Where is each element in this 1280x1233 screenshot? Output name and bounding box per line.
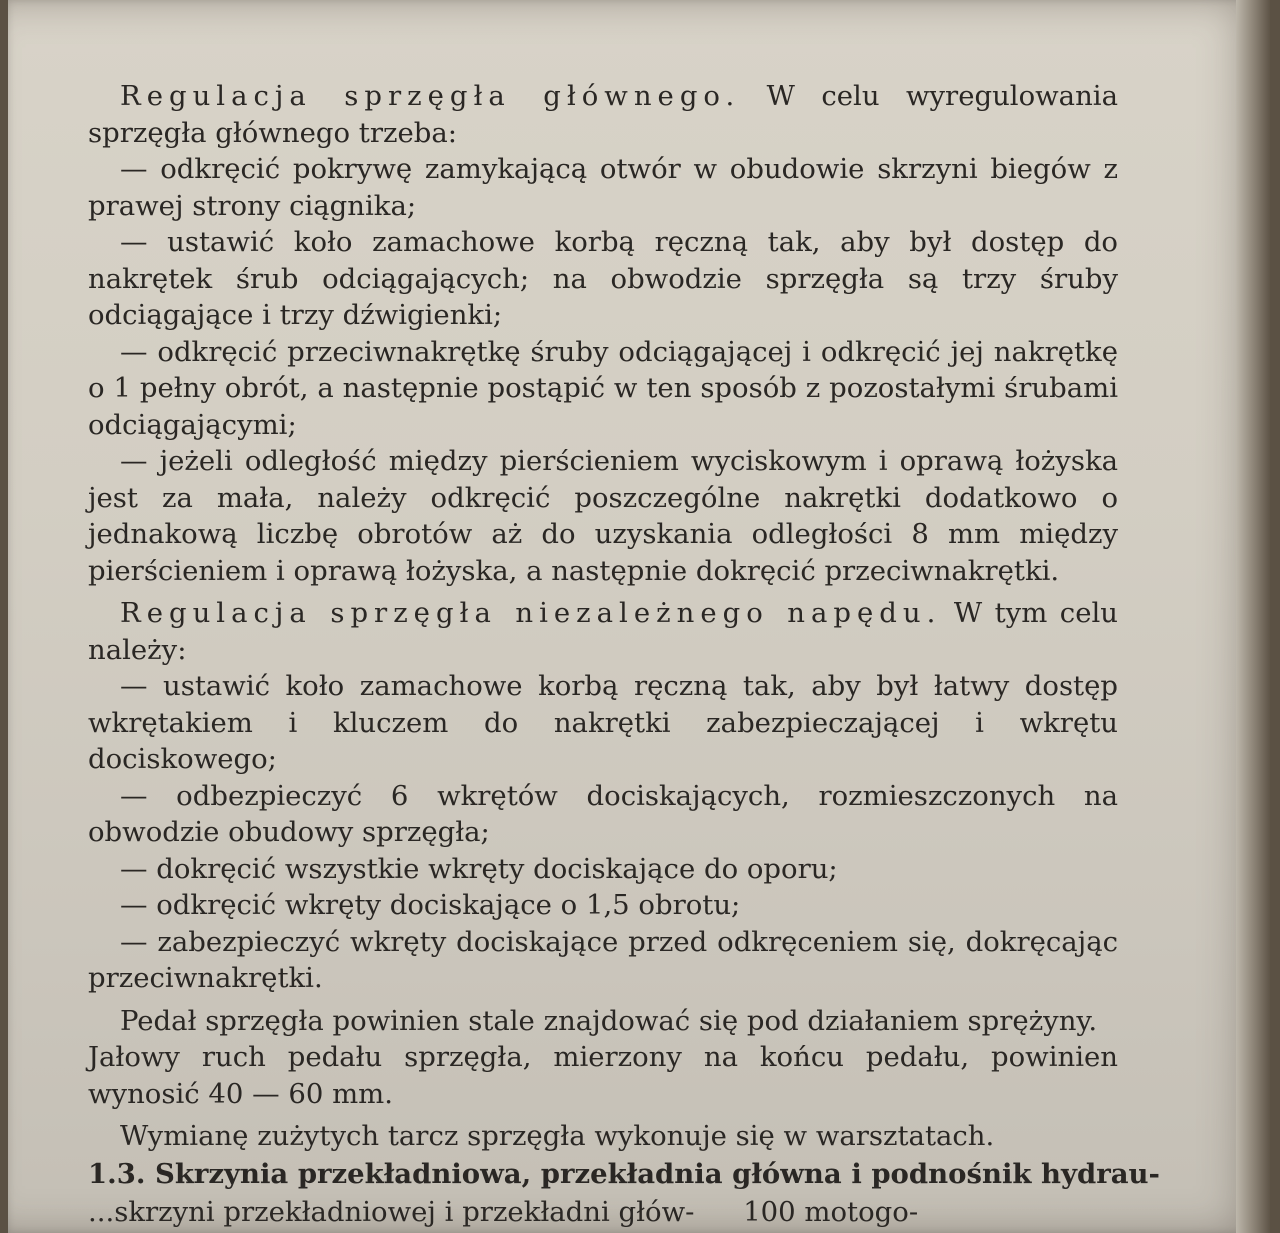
section-1-intro: [88, 78, 1118, 151]
section-2-step-1: — ustawić koło zamachowe korbą ręczną tak, aby był łatwy dostęp wkrętakiem i kluczem do nakrętki zabezpieczającej i wkrętu dociskowego;: [88, 670, 1118, 775]
section-2-heading: Regulacja sprzęgła niezależnego napędu.: [120, 597, 942, 629]
book-page: [8, 0, 1270, 1233]
section-2-step-4: — odkręcić wkręty dociskające o 1,5 obrotu;: [120, 889, 741, 921]
section-2-intro-text: W tym celu należy:: [88, 597, 1118, 666]
paragraph-pedal-spring: Pedał sprzęgła powinien stale znajdować się pod działaniem sprężyny.: [120, 1004, 1098, 1037]
page-text: [88, 78, 1118, 1155]
section-1-step-2: — ustawić koło zamachowe korbą ręczną tak, aby był dostęp do nakrętek śrub odciągających; na obwodzie sprzęgła są trzy śruby odciągające i trzy dźwigienki;: [88, 226, 1118, 331]
section-2-step-2: — odbezpieczyć 6 wkrętów dociskających, rozmieszczonych na obwodzie obudowy sprzęgła;: [88, 779, 1118, 848]
section-1-step-3: — odkręcić przeciwnakrętkę śruby odciągającej i odkręcić jej nakrętkę o 1 pełny obrót, a następnie postąpić w ten sposób z pozostałymi śrubami odciągającymi;: [88, 335, 1118, 441]
section-1-step-4: — jeżeli odległość między pierścieniem wyciskowym i oprawą łożyska jest za mała, należy odkręcić poszczególne nakrętki dodatkowo o jednakową liczbę obrotów aż do uzyskania odległości 8 mm między pierścieniem i oprawą łożyska, a następnie dokręcić przeciwnakrętki.: [88, 445, 1118, 587]
section-2-step-5: — zabezpieczyć wkręty dociskające przed odkręceniem się, dokręcając przeciwnakrętki.: [88, 925, 1118, 994]
section-3-text-partial: ...skrzyni przekładniowej i przekładni głów- 100 motogo-: [88, 1196, 919, 1228]
section-3-heading: 1.3. Skrzynia przekładniowa, przekładnia główna i podnośnik hydrau-: [88, 1158, 1160, 1190]
paragraph-pedal-play: Jałowy ruch pedału sprzęgła, mierzony na końcu pedału, powinien wynosić 40 — 60 mm.: [88, 1041, 1118, 1110]
section-1-heading: Regulacja sprzęgła głównego.: [120, 80, 741, 112]
page-gutter-shadow: [1236, 0, 1270, 1233]
paragraph-clutch-replacement: Wymianę zużytych tarcz sprzęgła wykonuje się w warsztatach.: [120, 1120, 995, 1152]
section-2-step-3: — dokręcić wszystkie wkręty dociskające do oporu;: [120, 852, 838, 885]
section-1-step-1: — odkręcić pokrywę zamykającą otwór w obudowie skrzyni biegów z prawej strony ciągnika;: [88, 153, 1118, 222]
section-2-intro: [88, 595, 1118, 668]
section-1-intro-text: W celu wyregulowania sprzęgła głównego trzeba:: [88, 80, 1118, 149]
